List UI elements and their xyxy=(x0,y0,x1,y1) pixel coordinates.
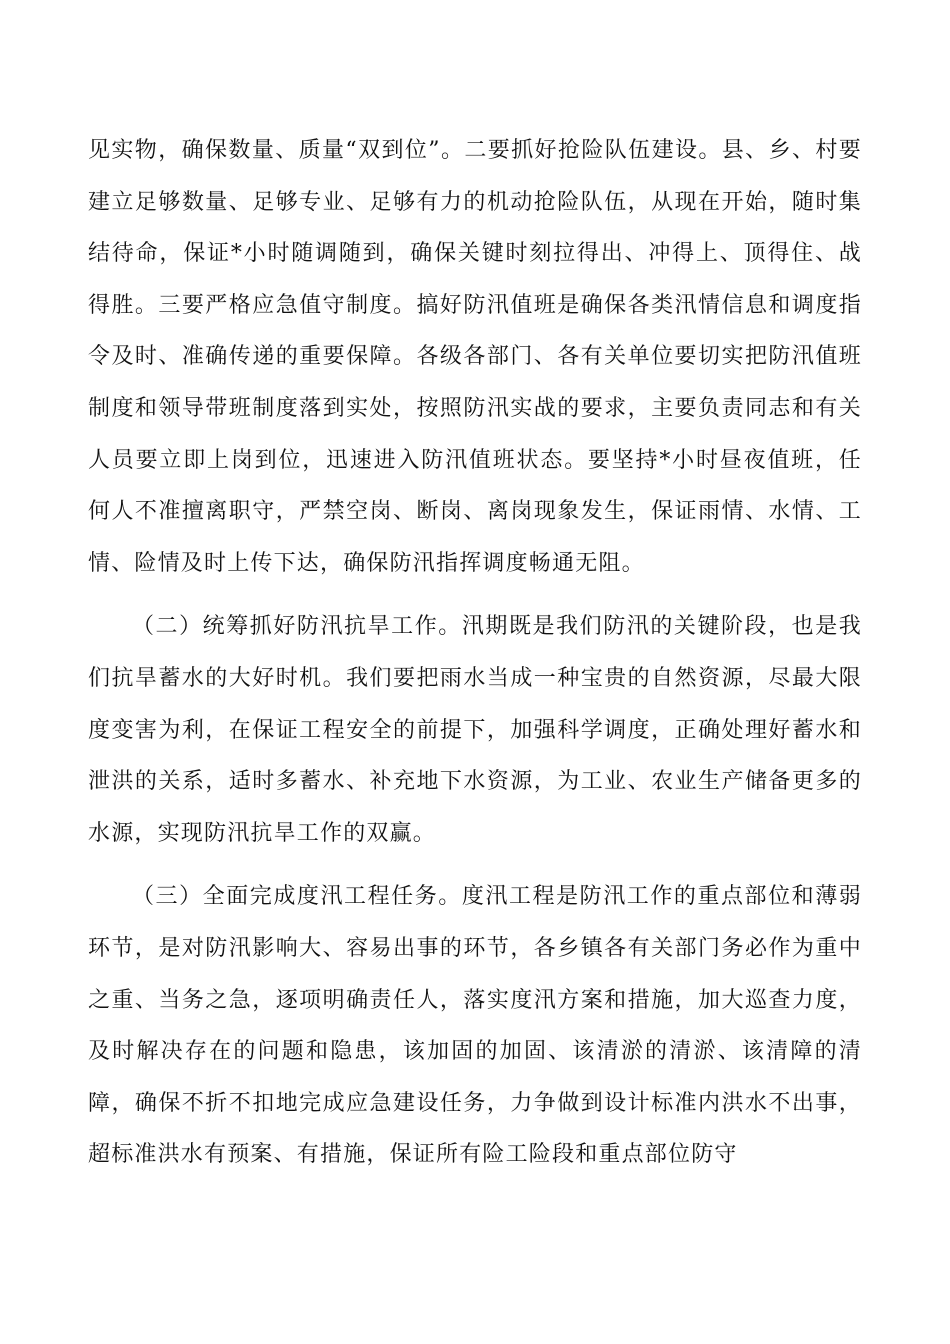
paragraph-continuation: 见实物，确保数量、质量“双到位”。二要抓好抢险队伍建设。县、乡、村要建立足够数量、足够专业、足够有力的机动抢险队伍，从现在开始，随时集结待命，保证*小时随调随到，确保关键时刻拉得出、冲得上、顶得住、战得胜。三要严格应急值守制度。搞好防汛值班是确保各类汛情信息和调度指令及时、准确传递的重要保障。各级各部门、各有关单位要切实把防汛值班制度和领导带班制度落到实处，按照防汛实战的要求，主要负责同志和有关人员要立即上岗到位，迅速进入防汛值班状态。要坚持*小时昼夜值班，任何人不准擅离职守，严禁空岗、断岗、离岗现象发生，保证雨情、水情、工情、险情及时上传下达，确保防汛指挥调度畅通无阻。 xyxy=(88,138,862,576)
paragraph-section-two: （二）统筹抓好防汛抗旱工作。汛期既是我们防汛的关键阶段，也是我们抗旱蓄水的大好时机。我们要把雨水当成一种宝贵的自然资源，尽最大限度变害为利，在保证工程安全的前提下，加强科学调度，正确处理好蓄水和泄洪的关系，适时多蓄水、补充地下水资源，为工业、农业生产储备更多的水源，实现防汛抗旱工作的双赢。 xyxy=(88,614,862,846)
paragraph-section-three: （三）全面完成度汛工程任务。度汛工程是防汛工作的重点部位和薄弱环节，是对防汛影响大、容易出事的环节，各乡镇各有关部门务必作为重中之重、当务之急，逐项明确责任人，落实度汛方案和措施，加大巡查力度，及时解决存在的问题和隐患，该加固的加固、该清淤的清淤、该清障的清障，确保不折不扣地完成应急建设任务，力争做到设计标准内洪水不出事，超标准洪水有预案、有措施，保证所有险工险段和重点部位防守 xyxy=(88,884,862,1168)
document-body xyxy=(88,125,862,1181)
